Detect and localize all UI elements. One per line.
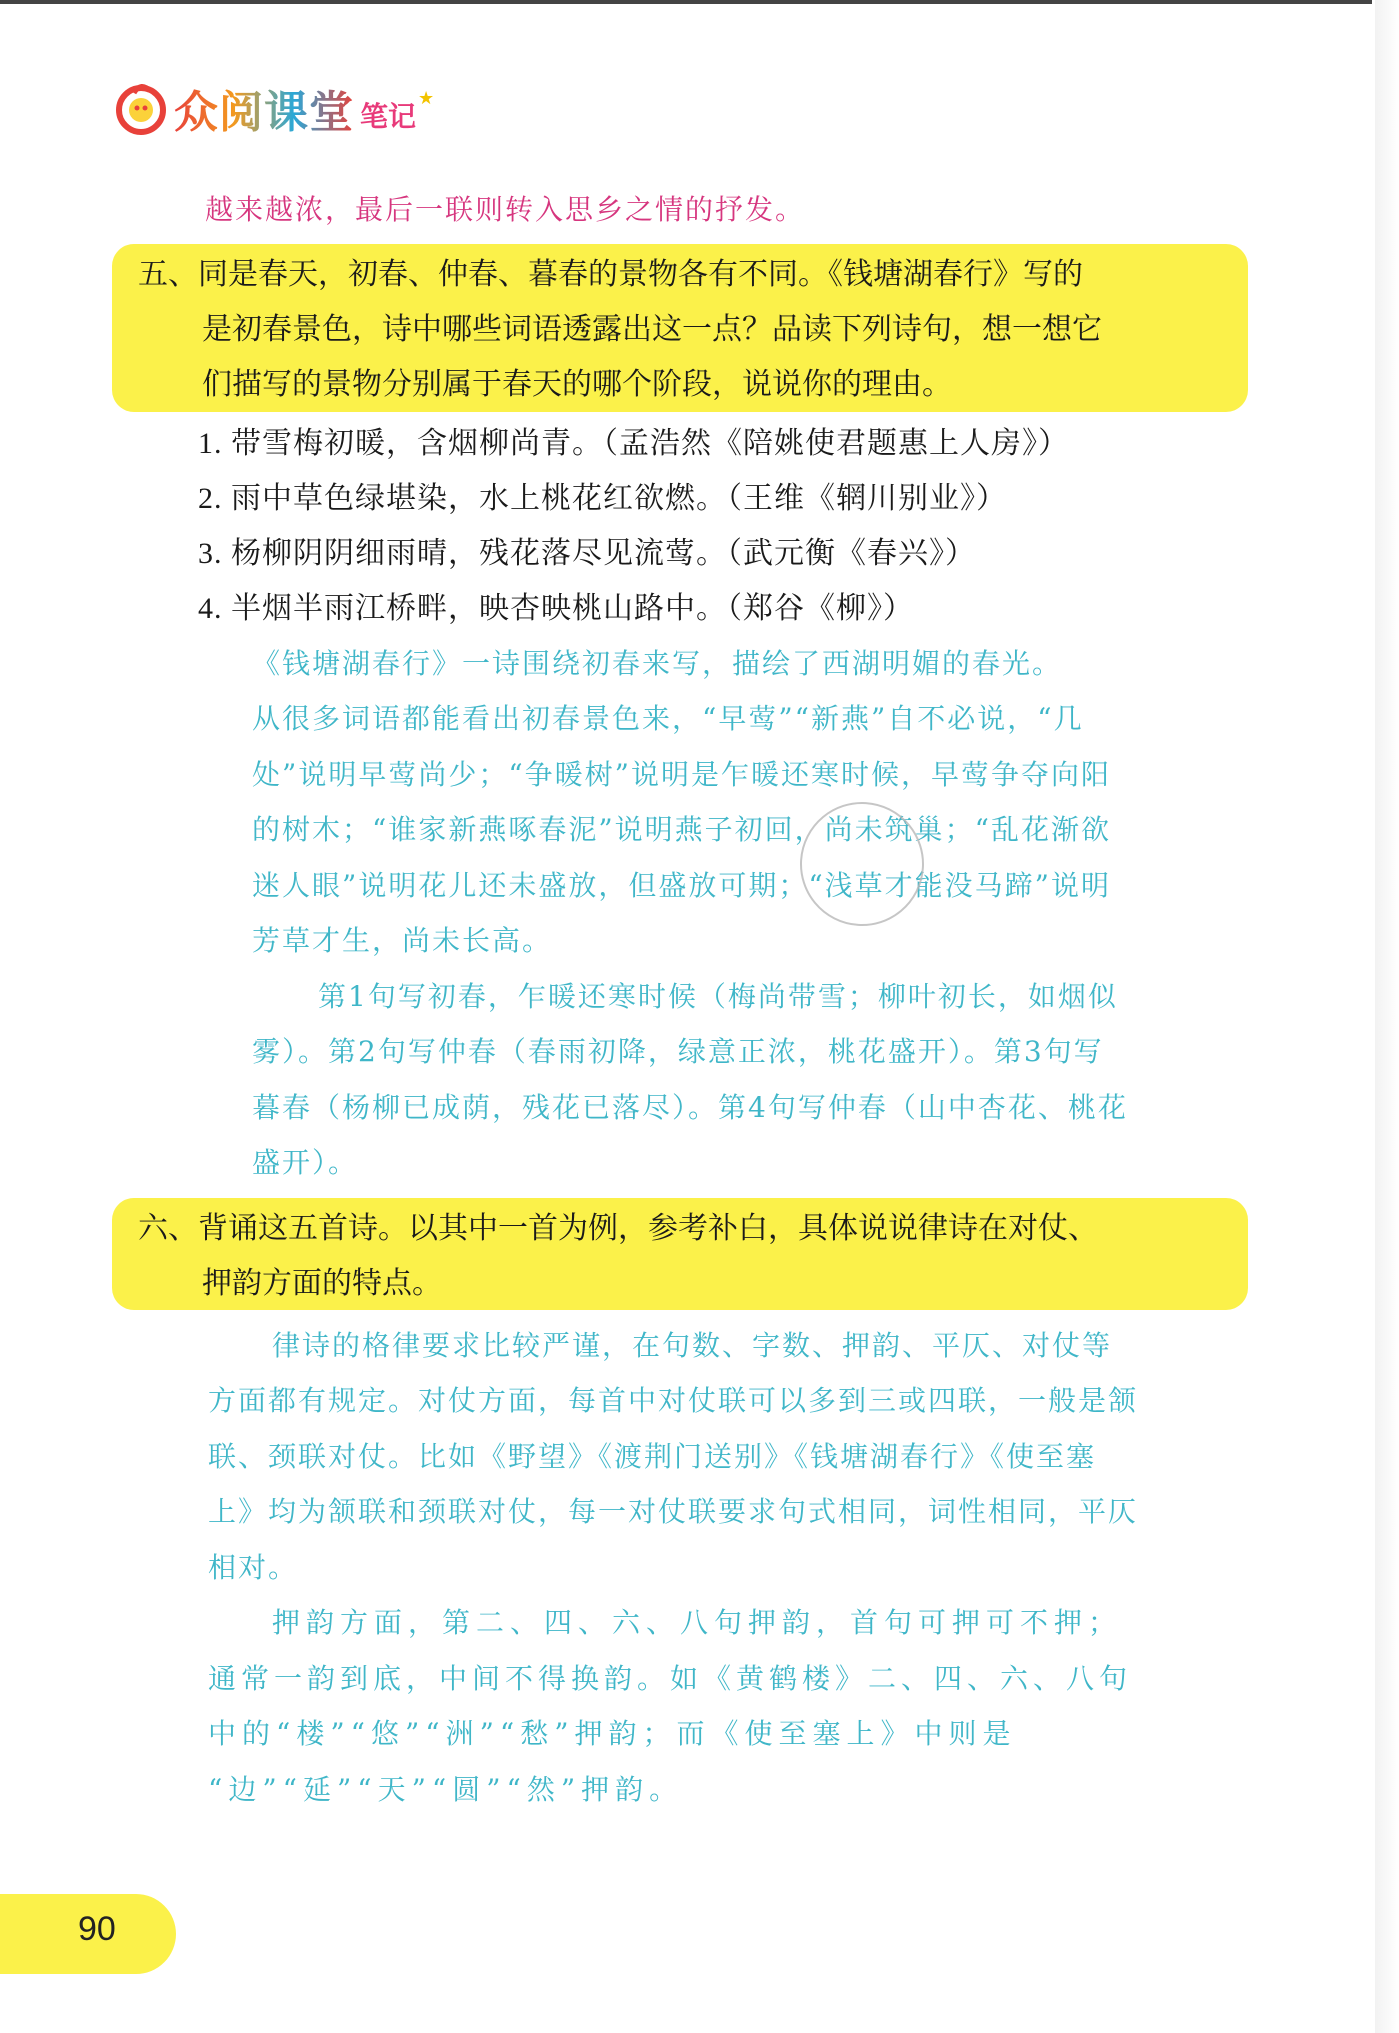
poem-list xyxy=(198,416,1069,636)
answer-6-para-2-line: “边”“延”“天”“圆”“然”押韵。 xyxy=(208,1773,684,1806)
question-6-line: 押韵方面的特点。 xyxy=(202,1266,442,1301)
answer-6-para-2-line: 通常一韵到底，中间不得换韵。如《黄鹤楼》二、四、六、八句 xyxy=(208,1662,1133,1695)
logo-subtitle: 笔记 xyxy=(360,100,417,133)
answer-5-para-1-line: 芳草才生，尚未长高。 xyxy=(252,924,553,957)
answer-5-para-2-line: 雾）。第2句写仲春（春雨初降，绿意正浓，桃花盛开）。第3句写 xyxy=(252,1035,1104,1068)
answer-5-para-1-line: 从很多词语都能看出初春景色来，“早莺”“新燕”自不必说，“几 xyxy=(252,702,1084,735)
answer-5-para-1-line: 的树木；“谁家新燕啄春泥”说明燕子初回，尚未筑巢；“乱花渐欲 xyxy=(252,813,1111,846)
answer-6-para-1-line: 相对。 xyxy=(208,1551,299,1584)
page-top-edge xyxy=(0,0,1372,4)
question-5-line: 是初春景色，诗中哪些词语透露出这一点？品读下列诗句，想一想它 xyxy=(202,312,1102,347)
star-icon: ★ xyxy=(418,87,435,109)
logo-title-text: 众阅课堂 xyxy=(174,76,354,140)
question-6-line: 六、背诵这五首诗。以其中一首为例，参考补白，具体说说律诗在对仗、 xyxy=(138,1211,1098,1246)
answer-6-para-2-line: 押韵方面，第二、四、六、八句押韵，首句可押可不押； xyxy=(272,1606,1123,1639)
question-5-line: 五、同是春天，初春、仲春、暮春的景物各有不同。《钱塘湖春行》写的 xyxy=(138,257,1083,292)
page-right-edge xyxy=(1375,0,1399,2033)
question-5 xyxy=(112,244,1248,412)
poem-item: 1. 带雪梅初暖，含烟柳尚青。（孟浩然《陪姚使君题惠上人房》） xyxy=(198,427,1069,460)
logo-title xyxy=(174,76,354,140)
answer-6-para-1-line: 律诗的格律要求比较严谨，在句数、字数、押韵、平仄、对仗等 xyxy=(272,1329,1113,1362)
question-6 xyxy=(112,1198,1248,1310)
answer-5-para-2-line: 盛开）。 xyxy=(252,1146,359,1179)
poem-item: 2. 雨中草色绿堪染，水上桃花红欲燃。（王维《辋川别业》） xyxy=(198,482,1007,515)
answer-6-para-1-line: 联、颈联对仗。比如《野望》《渡荆门送别》《钱塘湖春行》《使至塞 xyxy=(208,1440,1097,1473)
answer-6-para-1-line: 上》均为颔联和颈联对仗，每一对仗联要求句式相同，词性相同，平仄 xyxy=(208,1495,1139,1528)
question-5-line: 们描写的景物分别属于春天的哪个阶段，说说你的理由。 xyxy=(202,367,952,402)
answer-5-para-1-line: 《钱塘湖春行》一诗围绕初春来写，描绘了西湖明媚的春光。 xyxy=(252,647,1063,680)
previous-answer-tail: 越来越浓，最后一联则转入思乡之情的抒发。 xyxy=(205,193,806,226)
poem-item: 4. 半烟半雨江桥畔，映杏映桃山路中。（郑谷《柳》） xyxy=(198,592,914,625)
answer-5-para-1-line: 迷人眼”说明花儿还未盛放，但盛放可期；“浅草才能没马蹄”说明 xyxy=(252,869,1111,902)
logo-swirl-icon xyxy=(112,79,170,137)
answer-6-para-2-line: 中的“楼”“悠”“洲”“愁”押韵；而《使至塞上》中则是 xyxy=(208,1717,1017,1750)
page-number: 90 xyxy=(78,1910,116,1948)
answer-5-para-2-line: 暮春（杨柳已成荫，残花已落尽）。第4句写仲春（山中杏花、桃花 xyxy=(252,1091,1128,1124)
answer-5-para-1-line: 处”说明早莺尚少；“争暖树”说明是乍暖还寒时候，早莺争夺向阳 xyxy=(252,758,1111,791)
book-logo xyxy=(112,78,434,138)
answer-5-para-2-line: 第1句写初春，乍暖还寒时候（梅尚带雪；柳叶初长，如烟似 xyxy=(318,980,1118,1013)
answer-6-para-1-line: 方面都有规定。对仗方面，每首中对仗联可以多到三或四联，一般是颔 xyxy=(208,1384,1139,1417)
poem-item: 3. 杨柳阴阴细雨晴，残花落尽见流莺。（武元衡《春兴》） xyxy=(198,537,976,570)
